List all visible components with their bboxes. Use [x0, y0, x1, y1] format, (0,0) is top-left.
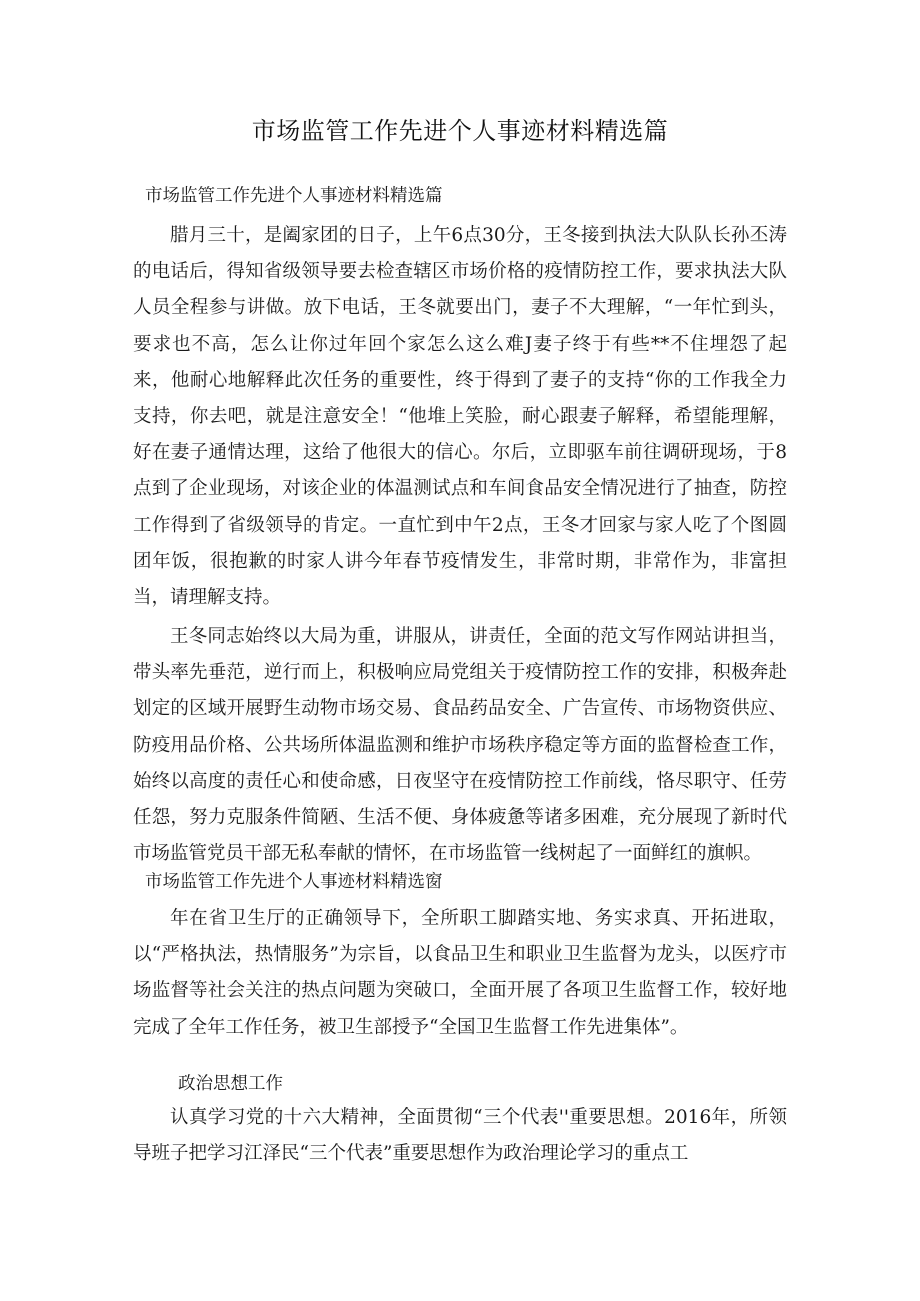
paragraph-2: 王冬同志始终以大局为重，讲服从，讲责任，全面的范文写作网站讲担当，带头率先垂范，逆行而上，积极响应局党组关于疫情防控工作的安排，积极奔赴划定的区域开展野生动物市场交易、食品药品安全、广告宣传、市场物资供应、防疫用品价格、公共场所体温监测和维护市场秩序稳定等方面的监督检查工作，始终以高度的责任心和使命感，日夜坚守在疫情防控工作前线，恪尽职守、任劳任怨，努力克服条件简陋、生活不便、身体疲惫等诸多困难，充分展现了新时代市场监管党员干部无私奉献的情怀，在市场监管一线树起了一面鲜红的旗帜。 — [133, 626, 787, 865]
paragraph-4: 认真学习党的十六大精神，全面贯彻“三个代表''重要思想。2016年，所领导班子把学习江泽民“三个代表”重要思想作为政治理论学习的重点工 — [133, 1107, 787, 1165]
paragraph-3: 年在省卫生厅的正确领导下，全所职工脚踏实地、务实求真、开拓进取，以“严格执法，热情服务”为宗旨，以食品卫生和职业卫生监督为龙头，以医疗市场监督等社会关注的热点问题为突破口，全面开展了各项卫生监督工作，较好地完成了全年工作任务，被卫生部授予“全国卫生监督工作先进集体”。 — [133, 908, 787, 1038]
subtitle-1: 市场监管工作先进个人事迹材料精选篇 — [145, 186, 443, 206]
document-title: 市场监管工作先进个人事迹材料精选篇 — [251, 117, 669, 145]
section-heading: 政治思想工作 — [178, 1074, 283, 1094]
subtitle-2: 市场监管工作先进个人事迹材料精选窗 — [145, 872, 443, 892]
paragraph-1: 腊月三十，是阖家团的日子，上午6点30分，王冬接到执法大队队长孙丕涛的电话后，得知省级领导要去检查辖区市场价格的疫情防控工作，要求执法大队人员全程参与讲做。放下电话，王冬就要出门，妻子不大理解，“一年忙到头，要求也不高，怎么让你过年回个家怎么这么难J妻子终于有些**不住埋怨了起来，他耐心地解释此次任务的重要性，终于得到了妻子的支持“你的工作我全力支持，你去吧，就是注意安全！“他堆上笑脸，耐心跟妻子解释，希望能理解，好在妻子通情达理，这给了他很大的信心。尔后，立即驱车前往调研现场，于8点到了企业现场，对该企业的体温测试点和车间食品安全情况进行了抽查，防控工作得到了省级领导的肯定。一直忙到中午2点，王冬才回家与家人吃了个图圆团年饭，很抱歉的时家人讲今年春节疫情发生，非常时期，非常作为，非富担当，请理解支持。 — [133, 225, 787, 609]
